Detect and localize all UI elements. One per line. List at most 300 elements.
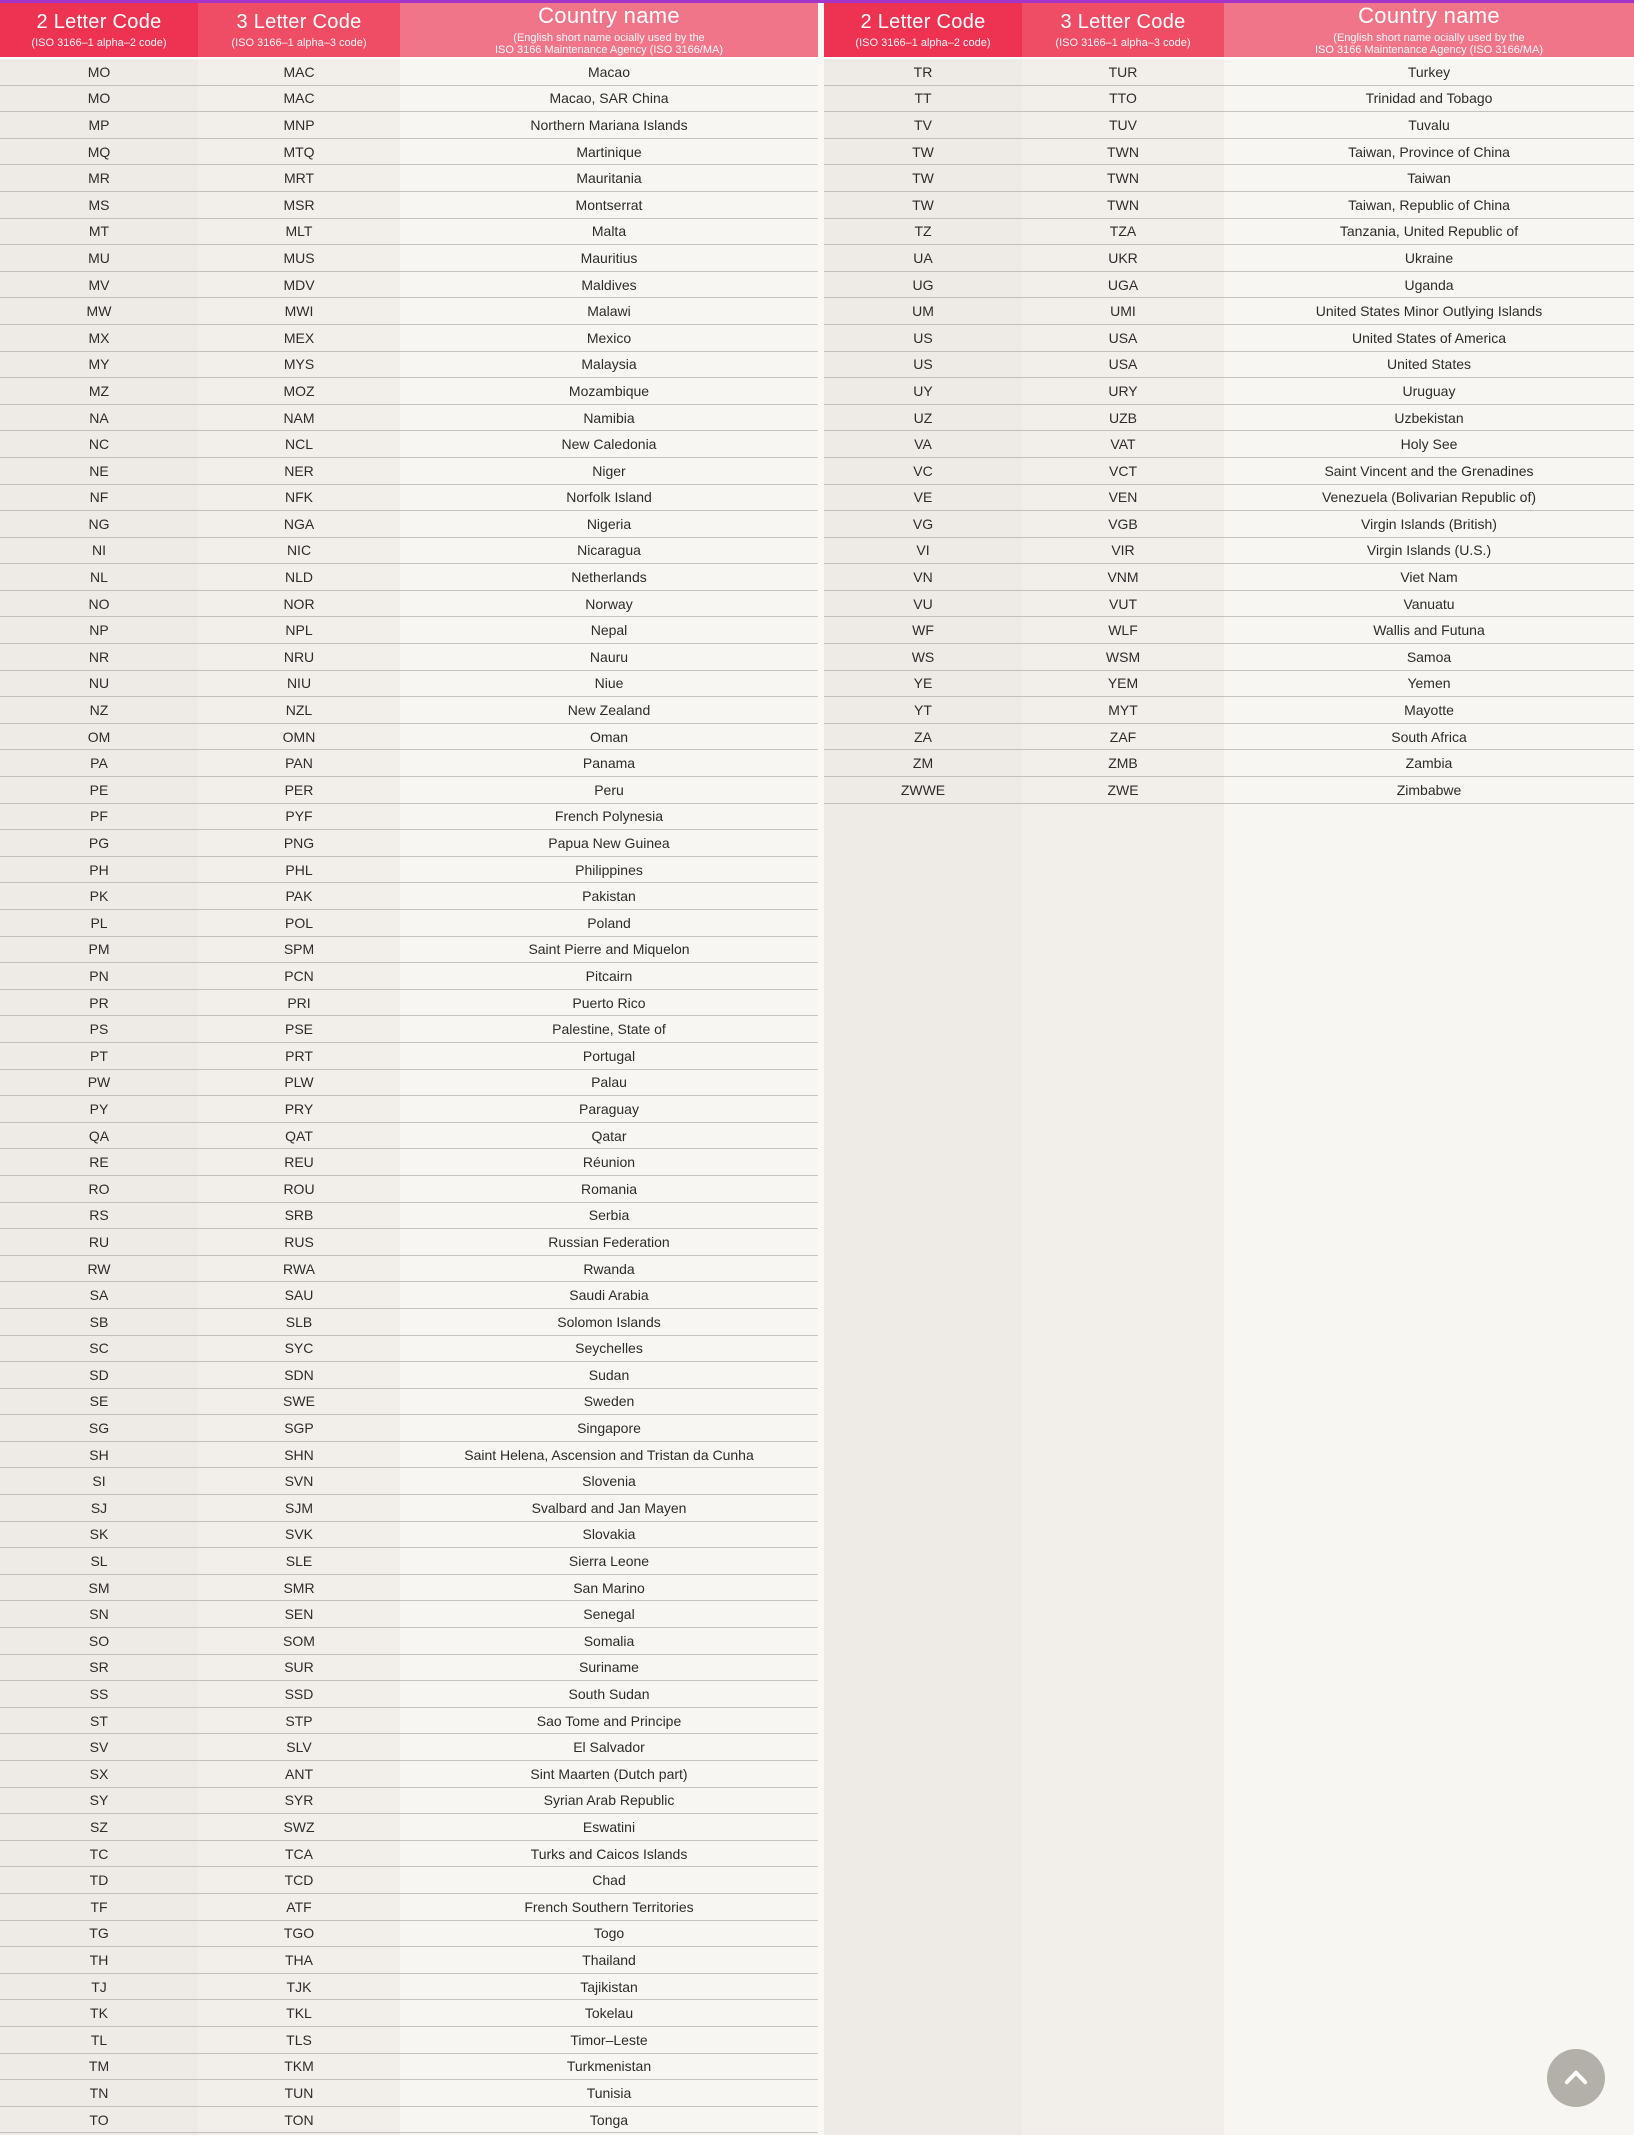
cell-alpha2-code: MO [87,90,111,107]
cell-alpha2-code: WS [911,648,935,665]
chevron-up-icon [1559,2061,1593,2095]
cell-country-name: Nicaragua [577,542,641,559]
cell-country-name: Netherlands [571,569,647,586]
cell-country-name: United States Minor Outlying Islands [1315,303,1543,320]
cell-alpha2-code: MY [88,356,110,373]
cell-alpha3-code: TWN [1107,196,1139,213]
cell-alpha2-code: MP [88,116,110,133]
cell-country-name: Peru [594,781,624,798]
cell-alpha2-code: NE [89,462,109,479]
cell-alpha3-code: NER [284,462,314,479]
table-row [0,937,818,964]
table-row [824,458,1634,485]
cell-alpha2-code: TJ [91,1978,107,1995]
table-row [0,1070,818,1097]
cell-alpha2-code: PN [89,967,109,984]
table-row [0,1548,818,1575]
table-row [824,697,1634,724]
table-row [0,2027,818,2054]
table-row [0,697,818,724]
cell-alpha3-code: SVN [284,1473,314,1490]
cell-country-name: Solomon Islands [557,1313,661,1330]
cell-alpha3-code: PRY [284,1100,314,1117]
table-row [0,1708,818,1735]
cell-alpha3-code: MOZ [283,382,315,399]
cell-alpha3-code: SPM [283,941,315,958]
table-row [824,59,1634,86]
cell-alpha2-code: TG [89,1925,109,1942]
cell-country-name: Mayotte [1404,702,1454,719]
table-row [0,1894,818,1921]
cell-alpha3-code: MLT [285,223,313,240]
cell-alpha2-code: UM [912,303,934,320]
cell-country-name: Mauritius [580,249,638,266]
cell-alpha3-code: PLW [284,1074,314,1091]
cell-country-name: Singapore [577,1420,641,1437]
cell-alpha3-code: NFK [285,489,313,506]
header-title: 2 Letter Code [860,10,986,33]
cell-country-name: Somalia [583,1632,635,1649]
cell-alpha2-code: OM [87,728,111,745]
cell-country-name: Wallis and Futuna [1373,622,1485,639]
table-row [0,963,818,990]
cell-alpha2-code: NG [88,515,110,532]
cell-alpha3-code: ZMB [1108,755,1138,772]
table-row [0,458,818,485]
cell-alpha3-code: NZL [285,702,313,719]
table-row [824,564,1634,591]
cell-country-name: Turkmenistan [566,2058,652,2075]
cell-alpha3-code: TZA [1109,223,1137,240]
cell-alpha2-code: SZ [90,1818,108,1835]
cell-country-name: Mozambique [568,382,650,399]
cell-alpha3-code: ZAF [1109,728,1137,745]
header-title: 2 Letter Code [36,10,162,33]
cell-country-name: Suriname [579,1659,639,1676]
cell-alpha2-code: SV [89,1739,109,1756]
cell-alpha2-code: PF [90,808,108,825]
cell-country-name: Russian Federation [548,1233,670,1250]
cell-alpha2-code: TW [912,196,934,213]
cell-alpha3-code: SLE [285,1553,313,1570]
header-title: 3 Letter Code [1060,10,1186,33]
cell-alpha3-code: MAC [283,63,315,80]
header-3-letter-code [198,3,400,57]
cell-alpha2-code: SY [89,1792,109,1809]
cell-alpha3-code: VUT [1109,595,1137,612]
cell-alpha3-code: USA [1108,356,1138,373]
cell-country-name: South Sudan [568,1686,650,1703]
cell-country-name: Saint Vincent and the Grenadines [1324,462,1534,479]
cell-alpha3-code: TWN [1107,170,1139,187]
cell-alpha3-code: SOM [283,1632,315,1649]
header-subtitle: (ISO 3166–1 alpha–3 code) [231,36,367,49]
cell-country-name: Uzbekistan [1394,409,1464,426]
cell-alpha2-code: WF [912,622,934,639]
cell-alpha3-code: SSD [284,1686,314,1703]
cell-alpha3-code: PSE [284,1021,313,1038]
cell-alpha3-code: NRU [283,648,315,665]
cell-alpha2-code: PR [89,994,109,1011]
cell-country-name: Sweden [583,1393,635,1410]
cell-alpha3-code: ANT [285,1765,313,1782]
header-subtitle-line1: (English short name ocially used by the [1333,31,1525,44]
cell-alpha3-code: SEN [284,1606,314,1623]
cell-alpha2-code: PG [88,835,110,852]
table-row [0,538,818,565]
cell-alpha2-code: NC [88,436,110,453]
table-row [0,245,818,272]
cell-country-name: Macao [587,63,631,80]
cell-country-name: Norfolk Island [566,489,652,506]
cell-country-name: Palau [591,1074,627,1091]
cell-country-name: Vanuatu [1403,595,1455,612]
cell-alpha3-code: TKM [284,2058,314,2075]
cell-alpha2-code: VA [914,436,932,453]
cell-alpha3-code: TCA [285,1845,313,1862]
table-row [824,591,1634,618]
table-row [0,1575,818,1602]
cell-alpha3-code: ZWE [1107,781,1139,798]
table-row [824,219,1634,246]
cell-alpha3-code: PRT [285,1047,313,1064]
cell-alpha3-code: USA [1108,329,1138,346]
cell-alpha2-code: NO [88,595,110,612]
cell-country-name: Turks and Caicos Islands [530,1845,688,1862]
cell-alpha3-code: SWE [283,1393,315,1410]
cell-country-name: New Zealand [567,702,651,719]
cell-alpha2-code: RW [87,1260,111,1277]
cell-alpha3-code: SWZ [283,1818,315,1835]
cell-alpha2-code: SA [89,1287,109,1304]
cell-country-name: Mexico [586,329,632,346]
cell-alpha2-code: SE [89,1393,109,1410]
cell-country-name: Philippines [575,861,643,878]
cell-alpha3-code: UZB [1109,409,1137,426]
cell-alpha2-code: SC [89,1340,109,1357]
table-row [0,990,818,1017]
table-row [0,1336,818,1363]
table-row [0,1974,818,2001]
cell-country-name: New Caledonia [561,436,657,453]
table-row [0,1734,818,1761]
table-row [0,1149,818,1176]
cell-alpha3-code: RUS [284,1233,314,1250]
cell-country-name: Malaysia [581,356,637,373]
cell-alpha3-code: MNP [283,116,315,133]
table-row [0,298,818,325]
table-row [0,1468,818,1495]
cell-alpha2-code: PE [89,781,109,798]
table-row [0,1788,818,1815]
cell-alpha2-code: MT [88,223,110,240]
table-row [0,2000,818,2027]
table-row [0,86,818,113]
cell-alpha2-code: TW [912,170,934,187]
cell-alpha2-code: VN [913,569,933,586]
cell-alpha2-code: NL [90,569,108,586]
header-title: Country name [1358,3,1500,29]
cell-alpha2-code: UA [913,249,933,266]
cell-alpha3-code: STP [285,1712,313,1729]
cell-country-name: Saudi Arabia [569,1287,649,1304]
cell-alpha3-code: PAK [285,888,313,905]
cell-alpha2-code: MS [88,196,110,213]
cell-alpha2-code: NZ [89,702,109,719]
cell-alpha3-code: PRI [287,994,311,1011]
cell-alpha2-code: VG [912,515,934,532]
table-row [0,1096,818,1123]
table-row [0,272,818,299]
header-title: Country name [538,3,680,29]
cell-country-name: Zambia [1405,755,1453,772]
table-row [0,1389,818,1416]
cell-alpha3-code: SYR [284,1792,314,1809]
cell-alpha3-code: TUN [284,2084,314,2101]
table-row [0,1415,818,1442]
table-row [0,1814,818,1841]
table-row [0,564,818,591]
cell-country-name: Slovakia [582,1526,636,1543]
cell-alpha2-code: UG [912,276,934,293]
table-row [0,857,818,884]
cell-country-name: Norway [585,595,633,612]
table-row [824,777,1634,804]
cell-alpha3-code: NCL [284,436,313,453]
table-row [824,165,1634,192]
table-row [824,405,1634,432]
cell-country-name: Panama [582,755,636,772]
cell-alpha2-code: YE [913,675,933,692]
header-subtitle: (ISO 3166–1 alpha–3 code) [1055,36,1191,49]
table-row [0,1282,818,1309]
cell-alpha3-code: NOR [283,595,315,612]
cell-alpha2-code: PY [89,1100,109,1117]
cell-alpha3-code: MWI [284,303,314,320]
header-2-letter-code [0,3,198,57]
cell-country-name: Malawi [587,303,631,320]
cell-alpha3-code: VEN [1108,489,1138,506]
cell-alpha2-code: RO [88,1180,110,1197]
table-row [0,830,818,857]
cell-alpha2-code: QA [88,1127,110,1144]
cell-alpha3-code: SHN [284,1446,314,1463]
cell-alpha2-code: PL [90,914,108,931]
cell-alpha2-code: NP [89,622,109,639]
cell-country-name: Taiwan, Republic of China [1348,196,1510,213]
table-row [0,644,818,671]
table-row [0,1123,818,1150]
cell-country-name: Zimbabwe [1396,781,1462,798]
table-row [0,1681,818,1708]
cell-country-name: Sudan [588,1366,630,1383]
table-row [824,192,1634,219]
table-row [0,1601,818,1628]
cell-alpha2-code: SI [92,1473,106,1490]
cell-alpha2-code: TF [90,1898,108,1915]
cell-country-name: San Marino [573,1579,645,1596]
cell-country-name: Portugal [582,1047,636,1064]
table-row [0,1522,818,1549]
cell-alpha2-code: ZA [914,728,932,745]
cell-alpha2-code: NU [88,675,110,692]
cell-country-name: South Africa [1391,728,1467,745]
table-row [824,538,1634,565]
cell-country-name: Nauru [589,648,629,665]
cell-alpha2-code: SG [88,1420,110,1437]
cell-country-name: Thailand [582,1951,636,1968]
cell-alpha2-code: YT [914,702,932,719]
cell-alpha3-code: SYC [284,1340,314,1357]
table-row [0,1176,818,1203]
table-row [824,86,1634,113]
cell-alpha2-code: NF [89,489,109,506]
cell-alpha3-code: MUS [283,249,315,266]
left-table [0,3,818,2135]
cell-country-name: Palestine, State of [552,1021,666,1038]
cell-alpha3-code: MEX [283,329,315,346]
cell-country-name: Puerto Rico [572,994,646,1011]
cell-alpha2-code: NR [88,648,110,665]
cell-alpha2-code: PT [90,1047,108,1064]
cell-country-name: Sierra Leone [568,1553,650,1570]
cell-alpha3-code: VAT [1110,436,1136,453]
cell-country-name: Slovenia [582,1473,636,1490]
cell-alpha2-code: SR [89,1659,109,1676]
cell-alpha3-code: QAT [285,1127,313,1144]
cell-alpha3-code: VIR [1111,542,1135,559]
table-row [0,1016,818,1043]
cell-alpha2-code: SS [89,1686,109,1703]
cell-alpha2-code: MU [88,249,110,266]
right-table-header [824,3,1634,59]
table-row [0,139,818,166]
cell-country-name: Nigeria [586,515,632,532]
table-row [0,352,818,379]
cell-country-name: Samoa [1406,648,1452,665]
cell-alpha2-code: MO [87,63,111,80]
cell-country-name: Tonga [589,2111,629,2128]
cell-alpha3-code: RWA [283,1260,315,1277]
cell-country-name: Mauritania [576,170,642,187]
cell-alpha2-code: TN [89,2084,109,2101]
cell-alpha2-code: SK [89,1526,109,1543]
table-row [0,1203,818,1230]
cell-country-name: Macao, SAR China [549,90,669,107]
cell-alpha3-code: SJM [285,1499,313,1516]
cell-alpha2-code: MV [88,276,110,293]
cell-alpha2-code: SN [89,1606,109,1623]
cell-country-name: Seychelles [575,1340,643,1357]
cell-country-name: Rwanda [583,1260,635,1277]
cell-alpha2-code: PK [89,888,109,905]
cell-alpha2-code: NI [92,542,106,559]
table-row [0,405,818,432]
table-row [0,112,818,139]
table-row [824,245,1634,272]
table-row [0,1947,818,1974]
cell-country-name: Maldives [581,276,637,293]
scroll-to-top-button[interactable] [1547,2049,1605,2107]
cell-alpha3-code: TLS [286,2031,312,2048]
cell-alpha2-code: TK [90,2005,108,2022]
cell-alpha2-code: TW [912,143,934,160]
table-row [0,431,818,458]
header-3-letter-code [1022,3,1224,57]
table-row [0,1309,818,1336]
cell-country-name: Yemen [1407,675,1451,692]
cell-country-name: French Polynesia [554,808,664,825]
cell-country-name: Viet Nam [1400,569,1458,586]
cell-alpha3-code: SUR [284,1659,314,1676]
header-subtitle [495,32,723,57]
table-row [0,671,818,698]
cell-country-name: El Salvador [573,1739,645,1756]
cell-alpha2-code: PM [88,941,110,958]
table-row [0,485,818,512]
table-row [0,2107,818,2134]
cell-country-name: Niger [592,462,626,479]
table-row [0,165,818,192]
table-row [0,59,818,86]
cell-alpha3-code: NLD [284,569,313,586]
cell-alpha3-code: MSR [283,196,315,213]
cell-alpha2-code: TD [89,1872,109,1889]
table-row [0,1628,818,1655]
cell-country-name: Montserrat [575,196,643,213]
cell-country-name: Tanzania, United Republic of [1339,223,1519,240]
table-row [0,724,818,751]
cell-alpha3-code: MTQ [283,143,315,160]
cell-alpha2-code: RS [89,1207,109,1224]
cell-alpha2-code: SO [88,1632,110,1649]
table-row [0,511,818,538]
cell-alpha2-code: PS [89,1021,109,1038]
cell-country-name: Uganda [1404,276,1454,293]
header-subtitle [1315,32,1543,57]
cell-alpha3-code: WSM [1105,648,1141,665]
table-row [0,883,818,910]
cell-country-name: Turkey [1407,63,1451,80]
header-subtitle-line1: (English short name ocially used by the [513,31,705,44]
cell-country-name: Virgin Islands (British) [1361,515,1497,532]
cell-country-name: Malta [591,223,627,240]
cell-alpha3-code: PCN [284,967,314,984]
table-row [824,724,1634,751]
cell-country-name: Taiwan [1407,170,1451,187]
cell-alpha2-code: SL [90,1553,108,1570]
cell-country-name: Sao Tome and Principe [536,1712,682,1729]
cell-alpha2-code: TH [89,1951,109,1968]
table-row [824,325,1634,352]
cell-country-name: Serbia [588,1207,630,1224]
cell-alpha3-code: PNG [283,835,315,852]
cell-country-name: Timor–Leste [570,2031,648,2048]
right-table [824,3,1634,2135]
cell-alpha2-code: TM [88,2058,110,2075]
table-row [824,352,1634,379]
cell-alpha2-code: SH [89,1446,109,1463]
left-table-header [0,3,818,59]
cell-country-name: Tajikistan [580,1978,638,1995]
cell-alpha3-code: PHL [285,861,313,878]
cell-country-name: Ukraine [1404,249,1454,266]
table-row [824,112,1634,139]
cell-alpha2-code: ZWWE [900,781,946,798]
header-subtitle: (ISO 3166–1 alpha–2 code) [855,36,991,49]
cell-country-name: Holy See [1400,436,1458,453]
cell-country-name: French Southern Territories [524,1898,694,1915]
